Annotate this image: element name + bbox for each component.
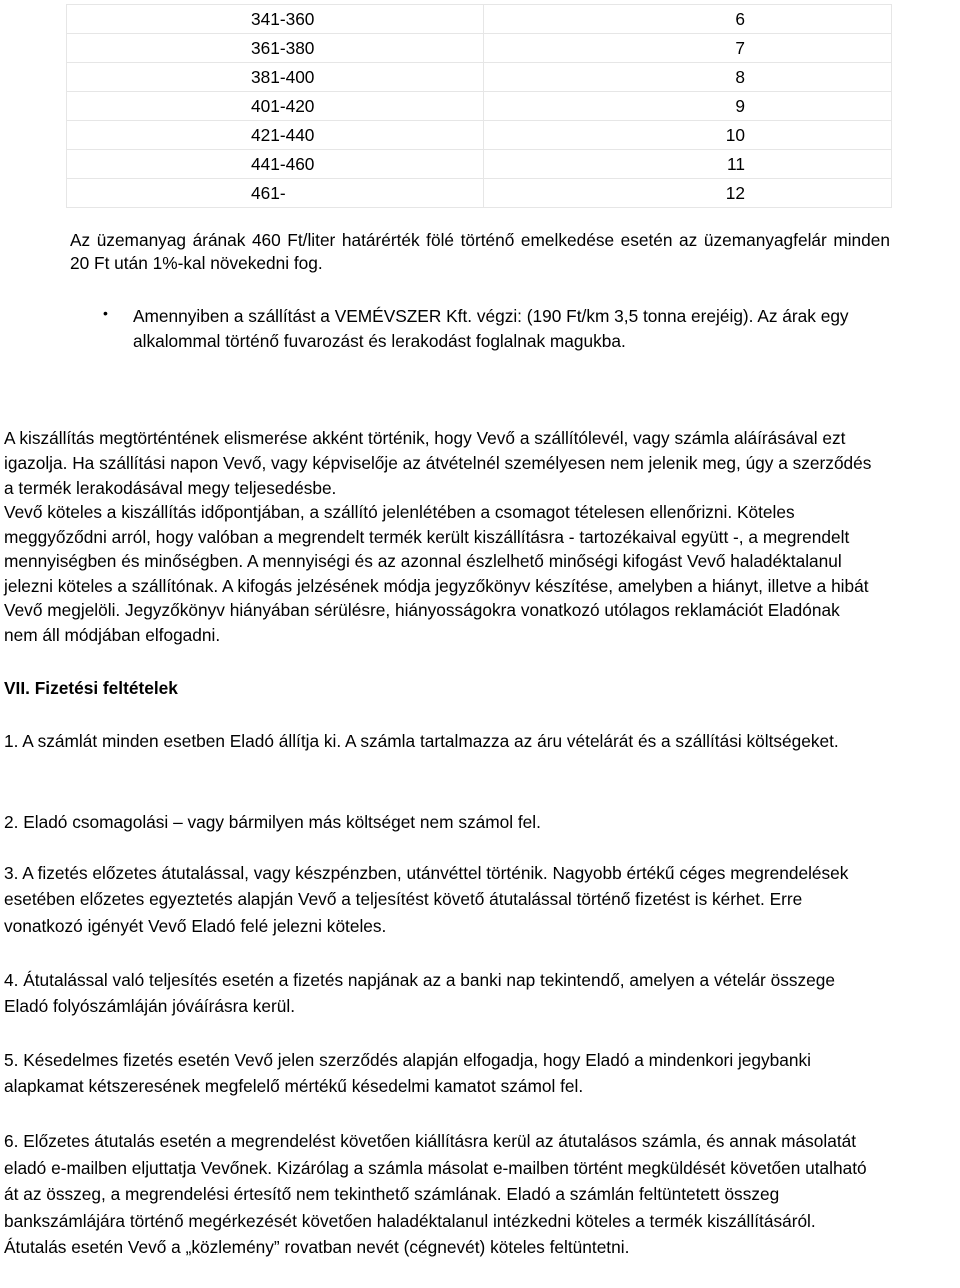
table-row	[66, 92, 892, 121]
inspection-paragraph: Vevő köteles a kiszállítás időpontjában, a szállító jelenlétében a csomagot tételesen ellenőrizni. Köteles meggyőződni arról, hogy valóban a megrendelt termék került kiszállításra - tartozékaival együtt -, a megrendelt mennyiségben és minőségben. A mennyiségi és az azonnal észlelhető minőségi kifogást Vevő haladéktalanul jelezni köteles a szállítónak. A kifogás jelzésének módja jegyzőkönyv készítése, amelyben a hiányt, illetve a hibát Vevő megjelöli. Jegyzőkönyv hiányában sérülésre, hiányosságokra vonatkozó utólagos reklamációt Eladónak nem áll módjában elfogadni.	[4, 502, 869, 645]
table-cell-range: 381-400	[66, 63, 484, 92]
bullet-icon: •	[103, 305, 108, 321]
table-cell-range: 361-380	[66, 34, 484, 63]
table-row	[66, 121, 892, 150]
table-cell-range: 441-460	[66, 150, 484, 179]
section-heading: VII. Fizetési feltételek	[4, 678, 178, 698]
delivery-acknowledgement-paragraph: A kiszállítás megtörténtének elismerése akként történik, hogy Vevő a szállítólevél, vagy számla aláírásával ezt igazolja. Ha szállítási napon Vevő, vagy képviselője az átvételnél személyesen nem jelenik meg, úgy a szerződés a termék lerakodásával megy teljesedésbe.	[4, 428, 872, 498]
table-row	[66, 150, 892, 179]
table-cell-range: 421-440	[66, 121, 484, 150]
table-cell-range: 461-	[66, 179, 484, 208]
fuel-surcharge-paragraph: Az üzemanyag árának 460 Ft/liter határérték fölé történő emelkedése esetén az üzemanyagfelár minden 20 Ft után 1%-kal növekedni fog.	[70, 230, 890, 273]
payment-item: 3. A fizetés előzetes átutalással, vagy készpénzben, utánvéttel történik. Nagyobb értékű céges megrendelések esetében előzetes egyeztetés alapján Vevő a teljesítést követő átutalással történő fizetést is kérhet. Erre vonatkozó igényét Vevő Eladó felé jelezni köteles.	[4, 863, 849, 936]
table-cell-value: 8	[484, 63, 892, 92]
table-cell-value: 12	[484, 179, 892, 208]
table-cell-value: 10	[484, 121, 892, 150]
payment-item: 6. Előzetes átutalás esetén a megrendelést követően kiállításra kerül az átutalásos számla, és annak másolatát eladó e-mailben eljuttatja Vevőnek. Kizárólag a számla másolat e-mailben történt megküldését követően utalható át az összeg, a megrendelési értesítő nem tekinthető számlának. Eladó a számlán feltüntetett összeg bankszámlájára történő megérkezését követően haladéktalanul intézkedni köteles a termék kiszállításáról. Átutalás esetén Vevő a „közlemény” rovatban nevét (cégnevét) köteles feltüntetni.	[4, 1131, 867, 1258]
table-row	[66, 4, 892, 34]
table-cell-value: 9	[484, 92, 892, 121]
surcharge-table	[66, 4, 892, 208]
payment-item: 1. A számlát minden esetben Eladó állítja ki. A számla tartalmazza az áru vételárát és a szállítási költségeket.	[4, 731, 839, 751]
delivery-bullet-text: Amennyiben a szállítást a VEMÉVSZER Kft. végzi: (190 Ft/km 3,5 tonna erejéig). Az árak egy alkalommal történő fuvarozást és lerakodást foglalnak magukba.	[133, 306, 849, 351]
table-cell-value: 11	[484, 150, 892, 179]
table-cell-range: 341-360	[66, 4, 484, 34]
table-row	[66, 179, 892, 208]
table-cell-value: 6	[484, 4, 892, 34]
table-cell-range: 401-420	[66, 92, 484, 121]
payment-item: 4. Átutalással való teljesítés esetén a fizetés napjának az a banki nap tekintendő, amelyen a vételár összege Eladó folyószámláján jóváírásra kerül.	[4, 970, 835, 1017]
payment-item: 5. Késedelmes fizetés esetén Vevő jelen szerződés alapján elfogadja, hogy Eladó a mindenkori jegybanki alapkamat kétszeresének megfelelő mértékű késedelmi kamatot számol fel.	[4, 1050, 811, 1097]
table-row	[66, 63, 892, 92]
payment-item: 2. Eladó csomagolási – vagy bármilyen más költséget nem számol fel.	[4, 812, 541, 832]
table-row	[66, 34, 892, 63]
table-cell-value: 7	[484, 34, 892, 63]
